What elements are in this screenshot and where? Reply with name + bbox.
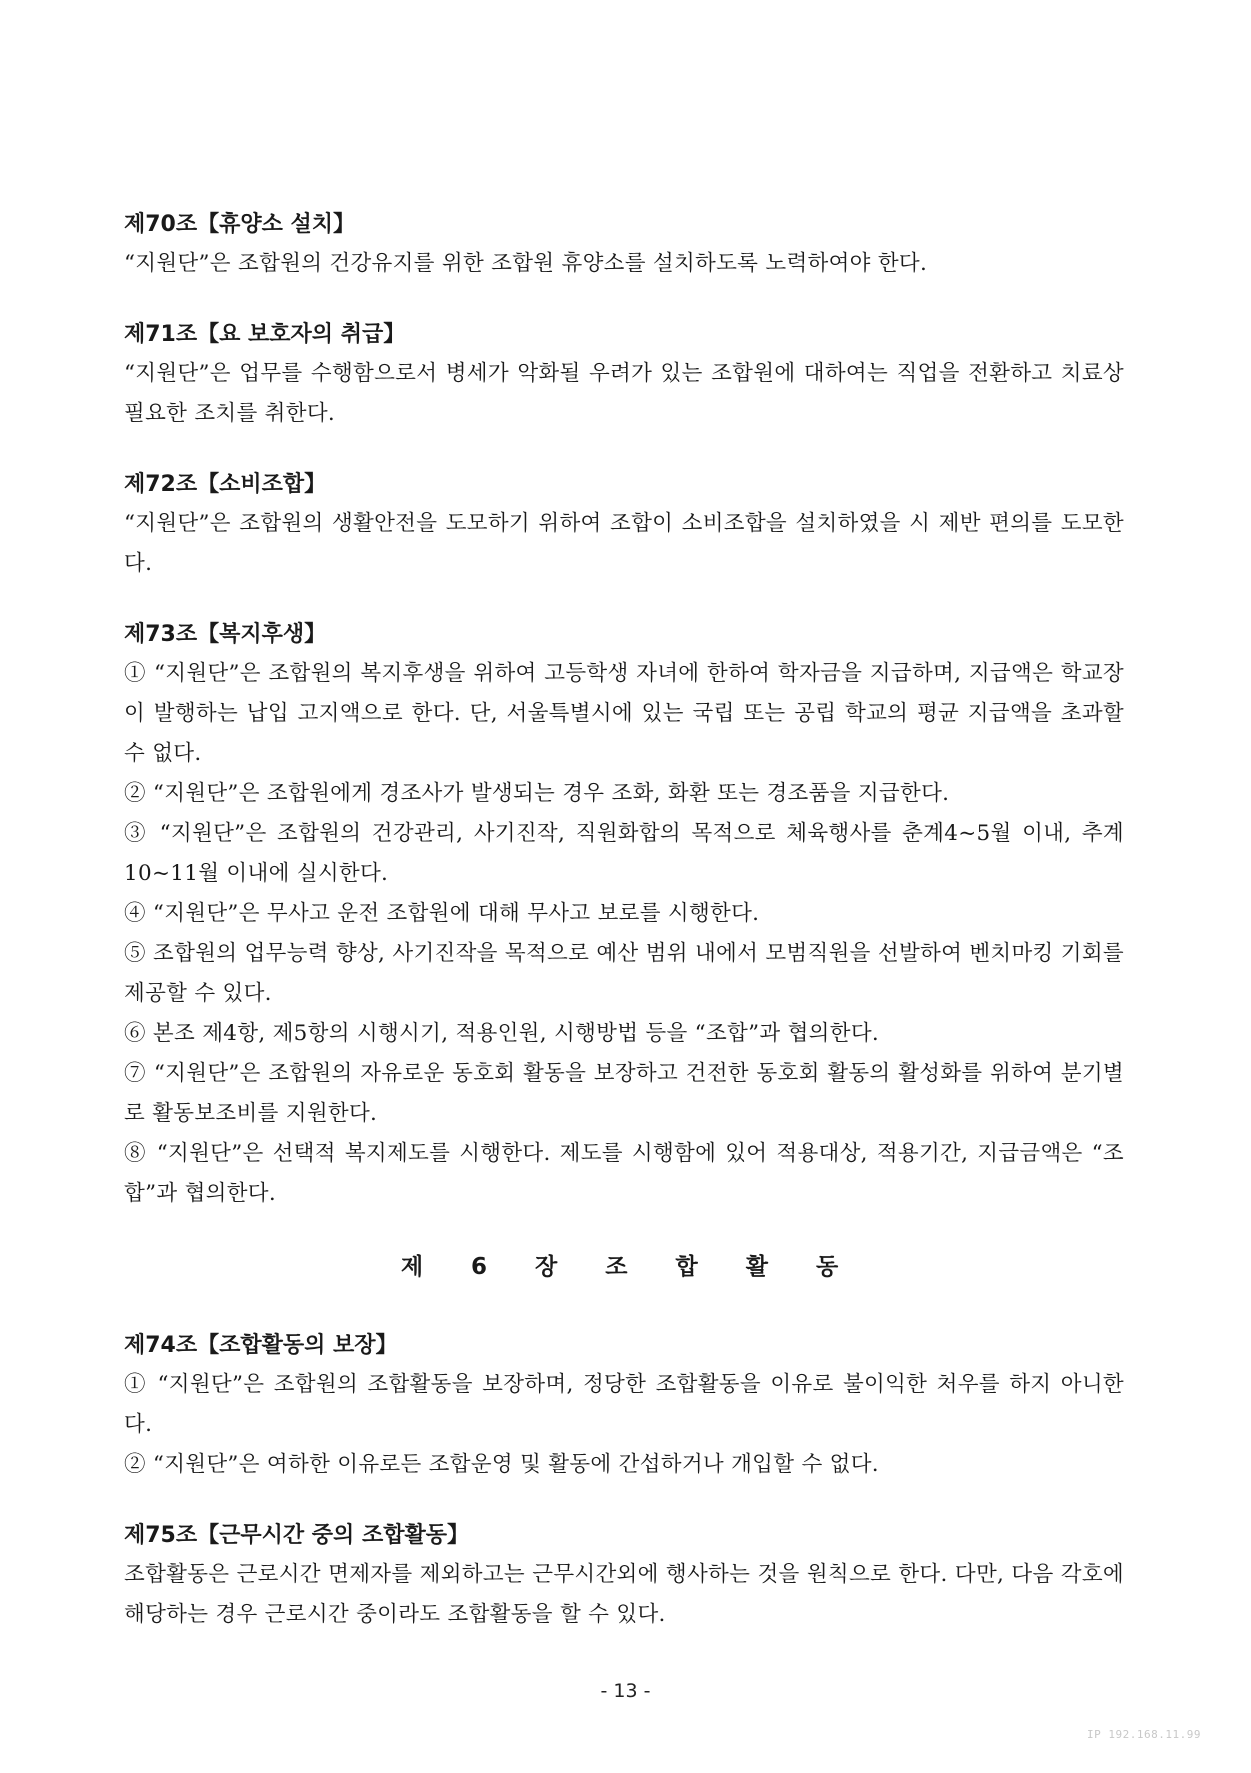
article-paragraph: ⑤ 조합원의 업무능력 향상, 사기진작을 목적으로 예산 범위 내에서 모범직원을 선발하여 벤치마킹 기회를 제공할 수 있다.	[124, 941, 1124, 1006]
article-paragraph: ① “지원단”은 조합원의 조합활동을 보장하며, 정당한 조합활동을 이유로 불이익한 처우를 하지 아니한다.	[124, 1372, 1124, 1437]
article-title: 제75조【근무시간 중의 조합활동】	[124, 1523, 469, 1548]
article-title: 제71조【요 보호자의 취급】	[124, 322, 406, 347]
article-block	[124, 468, 1124, 584]
article-block	[124, 1519, 1124, 1635]
article-title: 제72조【소비조합】	[124, 472, 327, 497]
article-title: 제73조【복지후생】	[124, 622, 327, 647]
article-paragraph: ① “지원단”은 조합원의 복지후생을 위하여 고등학생 자녀에 한하여 학자금을 지급하며, 지급액은 학교장이 발행하는 납입 고지액으로 한다. 단, 서울특별시에 있는 국립 또는 공립 학교의 평균 지급액을 초과할 수 없다.	[124, 661, 1124, 766]
article-block	[124, 1329, 1124, 1485]
article-paragraph: ② “지원단”은 여하한 이유로든 조합운영 및 활동에 간섭하거나 개입할 수 없다.	[124, 1452, 879, 1477]
article-paragraph: “지원단”은 업무를 수행함으로서 병세가 악화될 우려가 있는 조합원에 대하여는 직업을 전환하고 치료상 필요한 조치를 취한다.	[124, 361, 1124, 426]
article-paragraph: “지원단”은 조합원의 생활안전을 도모하기 위하여 조합이 소비조합을 설치하였을 시 제반 편의를 도모한다.	[124, 511, 1124, 576]
article-paragraph: 조합활동은 근로시간 면제자를 제외하고는 근무시간외에 행사하는 것을 원칙으로 한다. 다만, 다음 각호에 해당하는 경우 근로시간 중이라도 조합활동을 할 수 있다.	[124, 1562, 1124, 1627]
article-paragraph: ③ “지원단”은 조합원의 건강관리, 사기진작, 직원화합의 목적으로 체육행사를 춘계4~5월 이내, 추계10~11월 이내에 실시한다.	[124, 821, 1124, 886]
print-watermark: IP 192.168.11.99	[1087, 1728, 1201, 1741]
article-title: 제74조【조합활동의 보장】	[124, 1333, 398, 1358]
article-block	[124, 618, 1124, 1214]
article-paragraph: ⑥ 본조 제4항, 제5항의 시행시기, 적용인원, 시행방법 등을 “조합”과 협의한다.	[124, 1021, 880, 1046]
article-block	[124, 208, 1124, 284]
article-paragraph: ④ “지원단”은 무사고 운전 조합원에 대해 무사고 보로를 시행한다.	[124, 901, 760, 926]
article-paragraph: “지원단”은 조합원의 건강유지를 위한 조합원 휴양소를 설치하도록 노력하여야 한다.	[124, 251, 928, 276]
article-paragraph: ⑦ “지원단”은 조합원의 자유로운 동호회 활동을 보장하고 건전한 동호회 활동의 활성화를 위하여 분기별로 활동보조비를 지원한다.	[124, 1061, 1124, 1126]
document-body	[124, 208, 1124, 1669]
page-number: - 13 -	[600, 1680, 651, 1702]
article-paragraph: ⑧ “지원단”은 선택적 복지제도를 시행한다. 제도를 시행함에 있어 적용대상, 적용기간, 지급금액은 “조합”과 협의한다.	[124, 1141, 1124, 1206]
article-block	[124, 318, 1124, 434]
articles-before-chapter	[124, 208, 1124, 1214]
article-paragraph: ② “지원단”은 조합원에게 경조사가 발생되는 경우 조화, 화환 또는 경조품을 지급한다.	[124, 781, 950, 806]
chapter-heading: 제 6 장 조 합 활 동	[400, 1254, 848, 1280]
article-title: 제70조【휴양소 설치】	[124, 212, 356, 237]
articles-after-chapter	[124, 1329, 1124, 1635]
